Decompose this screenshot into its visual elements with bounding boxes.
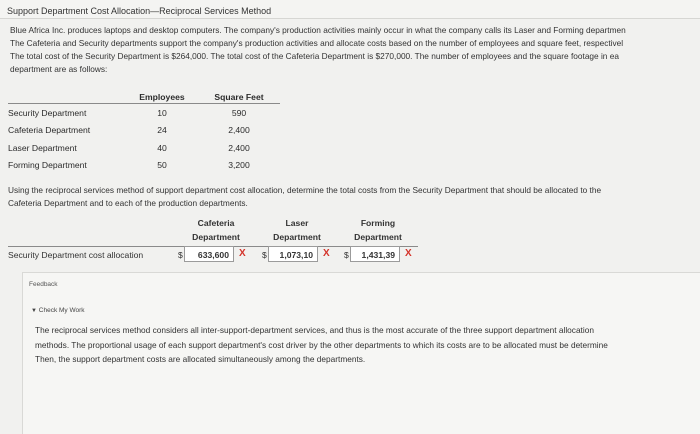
row-label: Security Department cost allocation [8, 250, 144, 260]
header-blank [8, 90, 126, 104]
column-header-cafeteria [176, 216, 256, 244]
table-row [8, 122, 280, 140]
intro-line: The total cost of the Security Department is $264,000. The total cost of the Cafeteria Department is $270,000. The number of employees and the square footage in ea [10, 51, 619, 61]
currency-symbol: $ [178, 250, 183, 260]
dept-employees: 24 [157, 125, 167, 136]
dept-name: Security Department [8, 107, 87, 118]
dept-name: Cafeteria Department [8, 125, 91, 136]
question-text [8, 184, 698, 210]
check-my-work-label: Check My Work [38, 307, 85, 314]
feedback-line: The reciprocal services method considers all inter-support-department services, and thus is the most accurate of the three support department allocation [35, 325, 594, 335]
dept-name: Forming Department [8, 160, 87, 171]
currency-symbol: $ [262, 250, 267, 260]
column-header-forming [338, 216, 418, 244]
title-bar [0, 0, 700, 19]
forming-allocation-input[interactable]: 1,431,39 [350, 246, 400, 262]
feedback-line: Then, the support department costs are allocated simultaneously among the departments. [35, 354, 366, 364]
header-employees: Employees [139, 91, 185, 102]
incorrect-x-icon: X [405, 248, 412, 259]
dept-square-feet: 2,400 [228, 142, 250, 153]
table-row [8, 139, 280, 157]
incorrect-x-icon: X [323, 248, 330, 259]
column-header-line: Laser [285, 218, 309, 228]
intro-line: The Cafeteria and Security departments support the company's production activities and allocate costs based on the number of employees and square feet, respectivel [10, 38, 624, 48]
column-header-laser [257, 216, 337, 244]
feedback-panel [22, 272, 700, 434]
column-header-line: Department [354, 232, 402, 242]
triangle-down-icon: ▼ [31, 308, 37, 314]
intro-line: Blue Africa Inc. produces laptops and desktop computers. The company's production activities mainly occur in what the company calls its Laser and Forming departmen [10, 25, 626, 35]
check-my-work-toggle[interactable] [31, 307, 85, 314]
currency-symbol: $ [344, 250, 349, 260]
table-row [8, 104, 280, 122]
intro-line: department are as follows: [10, 64, 108, 74]
table-header-row [8, 90, 280, 104]
dept-employees: 40 [157, 142, 167, 153]
question-line: Using the reciprocal services method of support department cost allocation, determine the total costs from the Security Department that should be allocated to the [8, 185, 602, 195]
dept-employees: 50 [157, 160, 167, 171]
feedback-label: Feedback [29, 281, 58, 288]
table-row [8, 157, 280, 175]
dept-square-feet: 590 [231, 107, 247, 118]
feedback-line: methods. The proportional usage of each support department's cost driver by the other departments to which its costs are to be allocated must be determine [35, 339, 608, 350]
header-square-feet: Square Feet [214, 91, 264, 102]
feedback-text [35, 323, 700, 367]
cafeteria-allocation-input[interactable]: 633,600 [184, 246, 234, 262]
column-header-line: Cafeteria [197, 218, 235, 228]
column-header-line: Department [192, 232, 240, 242]
incorrect-x-icon: X [239, 248, 246, 259]
column-header-line: Forming [360, 218, 396, 228]
question-line: Cafeteria Department and to each of the production departments. [8, 198, 248, 208]
page-title: Support Department Cost Allocation—Reciprocal Services Method [7, 6, 272, 16]
dept-square-feet: 2,400 [228, 125, 250, 136]
dept-square-feet: 3,200 [228, 160, 250, 171]
column-header-line: Department [273, 232, 321, 242]
laser-allocation-input[interactable]: 1,073,10 [268, 246, 318, 262]
dept-employees: 10 [157, 107, 167, 118]
department-table [8, 90, 280, 174]
dept-name: Laser Department [8, 142, 77, 153]
problem-intro [10, 24, 700, 76]
